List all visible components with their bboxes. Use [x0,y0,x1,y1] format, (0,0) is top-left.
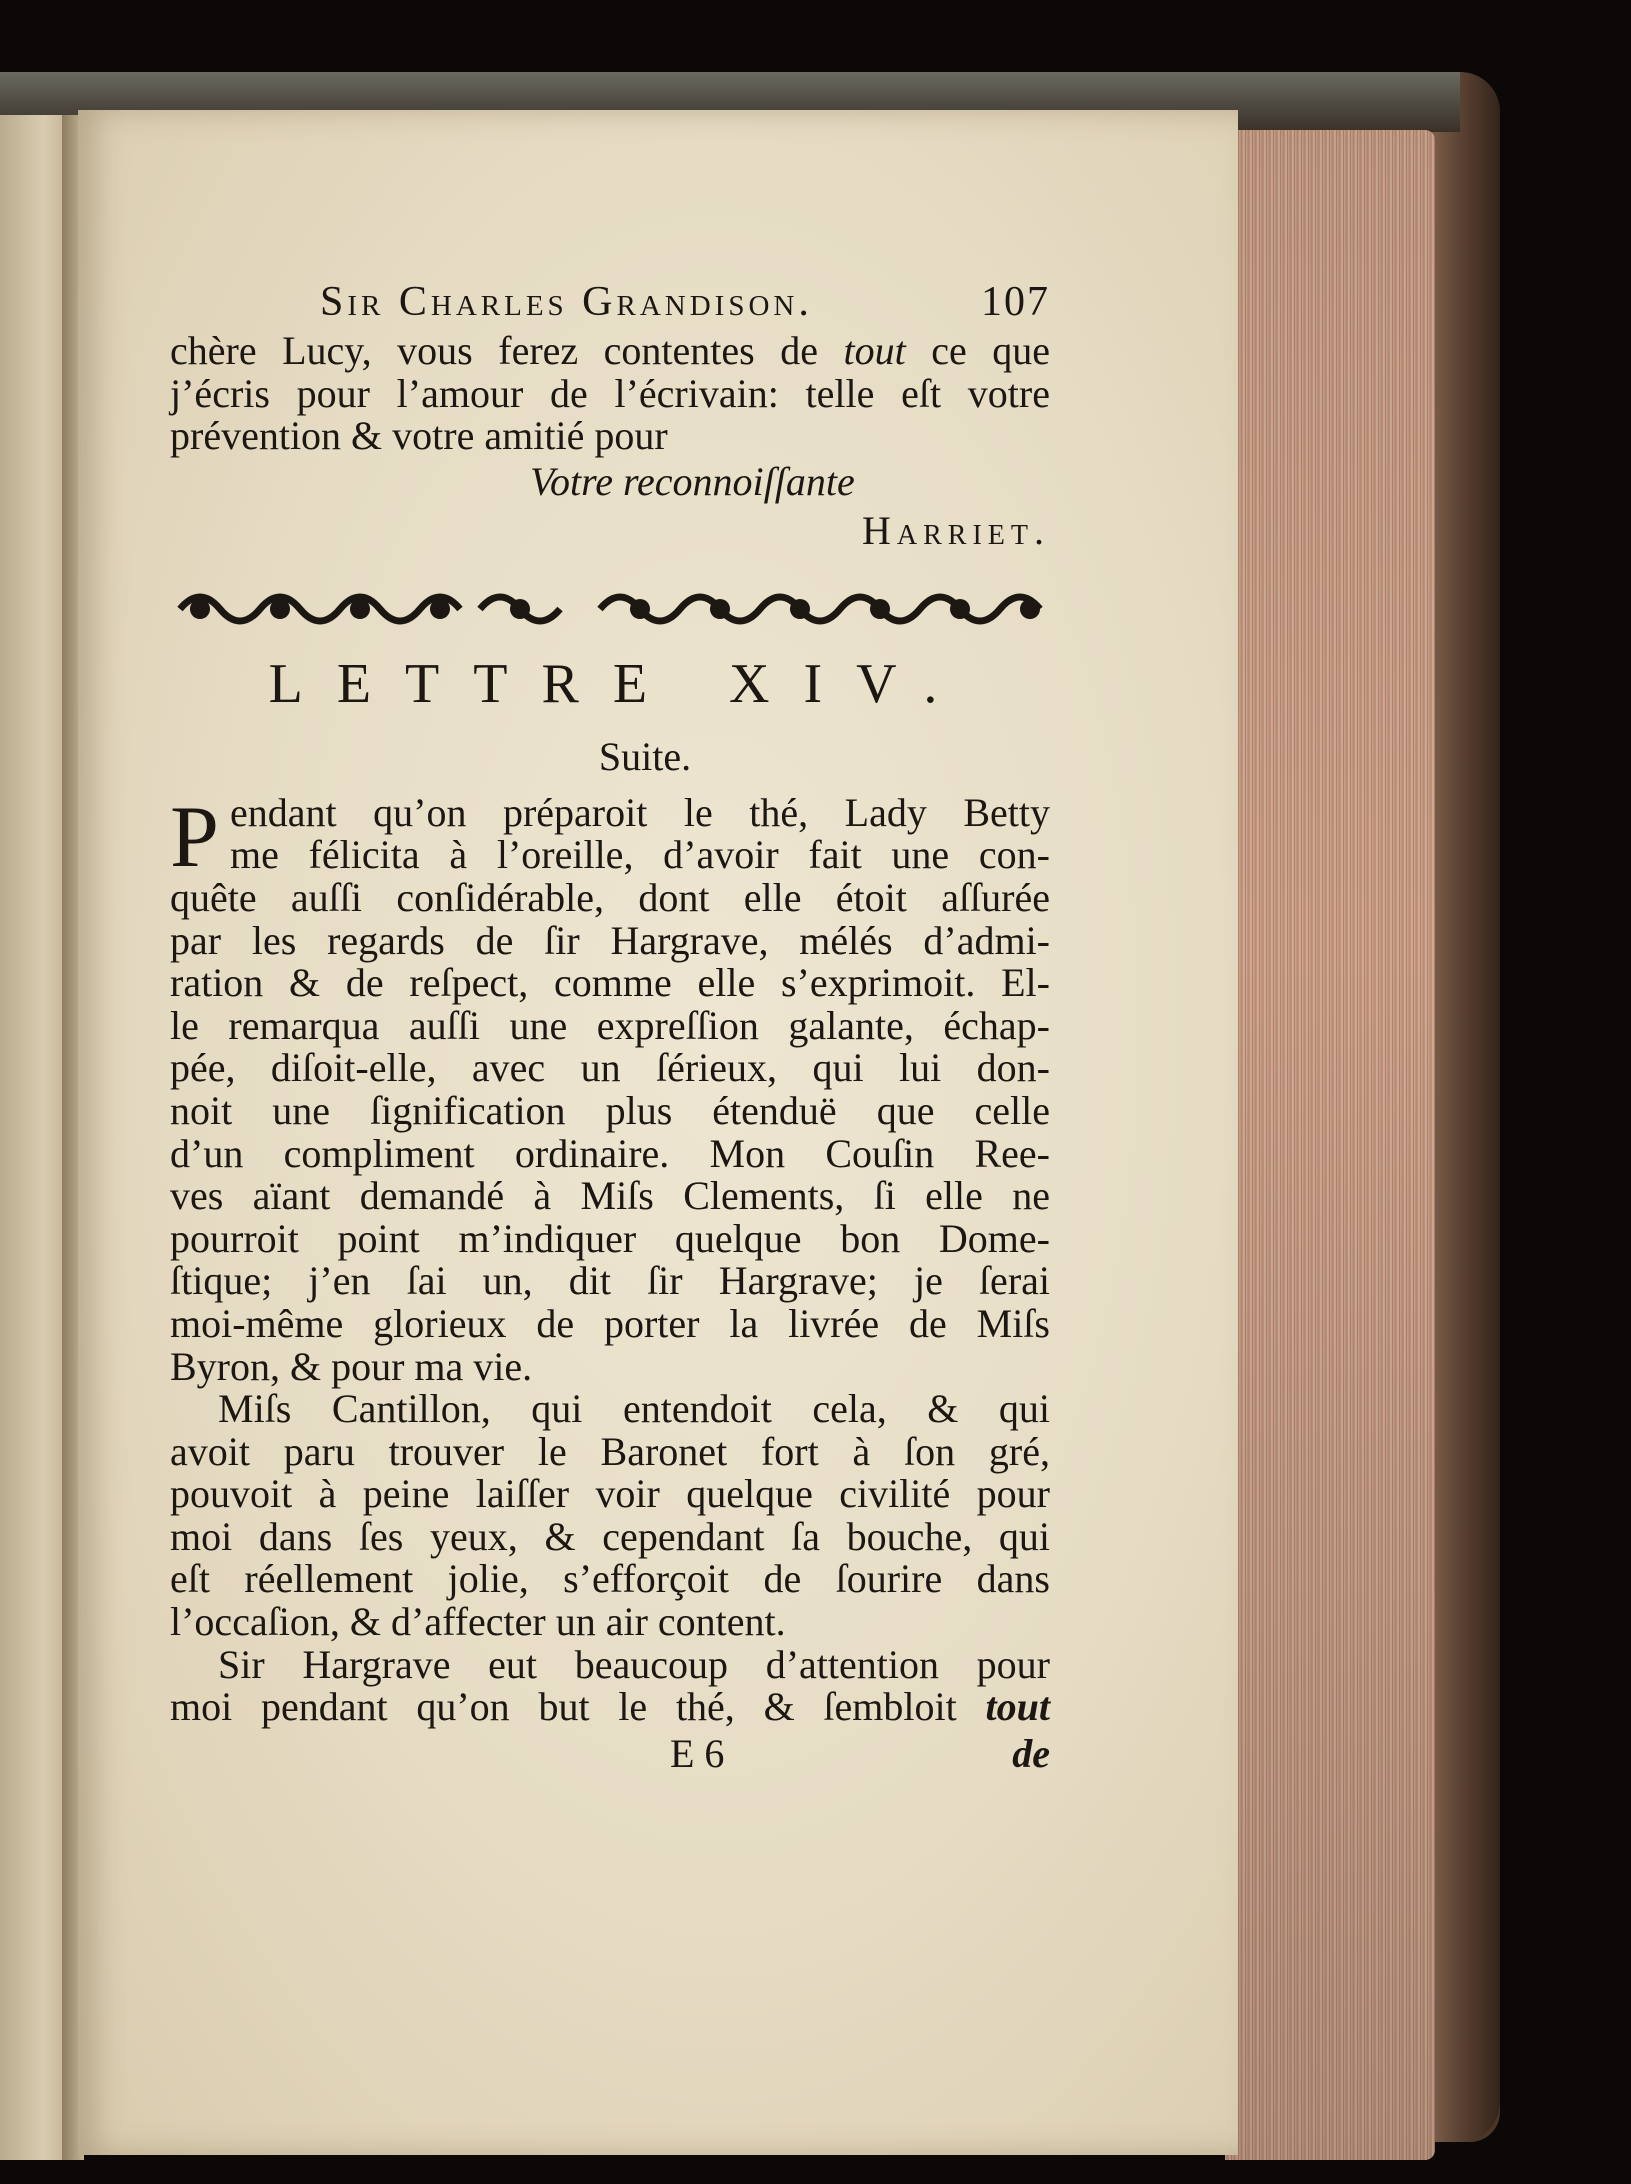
letter-closing: Votre reconnoiſſante [530,458,855,504]
text-line: me félicita à l’oreille, d’avoir fait une con- [230,832,1050,878]
text-line: moi pendant qu’on but le thé, & ſembloit tout [170,1684,1050,1730]
running-title: Sir Charles Grandison. [320,279,813,325]
text-line: j’écris pour l’amour de l’écrivain: telle eſt votre [170,370,1050,416]
text-line: endant qu’on préparoit le thé, Lady Betty [230,789,1050,835]
paragraph-2 [170,1388,1050,1644]
text-line: pourroit point m’indiquer quelque bon Dome- [170,1215,1050,1261]
text-line: d’un compliment ordinaire. Mon Couſin Ree- [170,1130,1050,1176]
letter-subtitle: Suite. [598,733,692,779]
ornament-divider-icon [170,578,1050,640]
text-line: pouvoit à peine laiſſer voir quelque civilité pour [170,1471,1050,1517]
text-line: eſt réellement jolie, s’efforçoit de ſourire dans [170,1556,1050,1602]
text-line: par les regards de ſir Hargrave, mélés d’admi- [170,917,1050,963]
text-line: pée, diſoit-elle, avec un ſérieux, qui lui don- [170,1045,1050,1091]
page-number: 107 [981,279,1050,325]
text-line: prévention & votre amitié pour [170,413,668,459]
text-line: Miſs Cantillon, qui entendoit cela, & qui [218,1386,1050,1432]
letter-signature: Harriet. [862,507,1050,553]
text-line: chère Lucy, vous ferez contentes de tout ce que [170,328,1050,373]
text-line: Sir Hargrave eut beaucoup d’attention pour [218,1641,1050,1687]
text-line: ves aïant demandé à Miſs Clements, ſi elle ne [170,1173,1050,1219]
drop-cap: P [170,788,219,886]
signature-mark: E 6 [670,1730,725,1776]
fore-edge-shade [1225,130,1435,2160]
text-line: avoit paru trouver le Baronet fort à ſon gré, [170,1428,1050,1474]
text-line: ration & de reſpect, comme elle s’exprimoit. El- [170,960,1050,1006]
catchword: de [1012,1730,1050,1776]
text-line: Byron, & pour ma vie. [170,1343,533,1389]
text-line: noit une ſignification plus étenduë que celle [170,1087,1050,1133]
running-head [170,278,1050,330]
paragraph-1 [170,788,1050,1389]
text-line: quête auſſi conſidérable, dont elle étoit aſſurée [170,874,1050,920]
text-line: l’occaſion, & d’affecter un air content. [170,1599,786,1645]
text-line: ſtique; j’en ſai un, dit ſir Hargrave; je ſerai [170,1258,1050,1304]
text-line: moi dans ſes yeux, & cependant ſa bouche, qui [170,1513,1050,1559]
page-text [170,278,1050,1779]
text-line: moi-même glorieux de porter la livrée de Miſs [170,1300,1050,1346]
page-footer [170,1729,1050,1779]
letter-title: LETTRE XIV. [268,652,972,715]
text-line: le remarqua auſſi une expreſſion galante, échap- [170,1002,1050,1048]
paragraph-3 [170,1641,1050,1730]
facing-page [0,115,62,2160]
